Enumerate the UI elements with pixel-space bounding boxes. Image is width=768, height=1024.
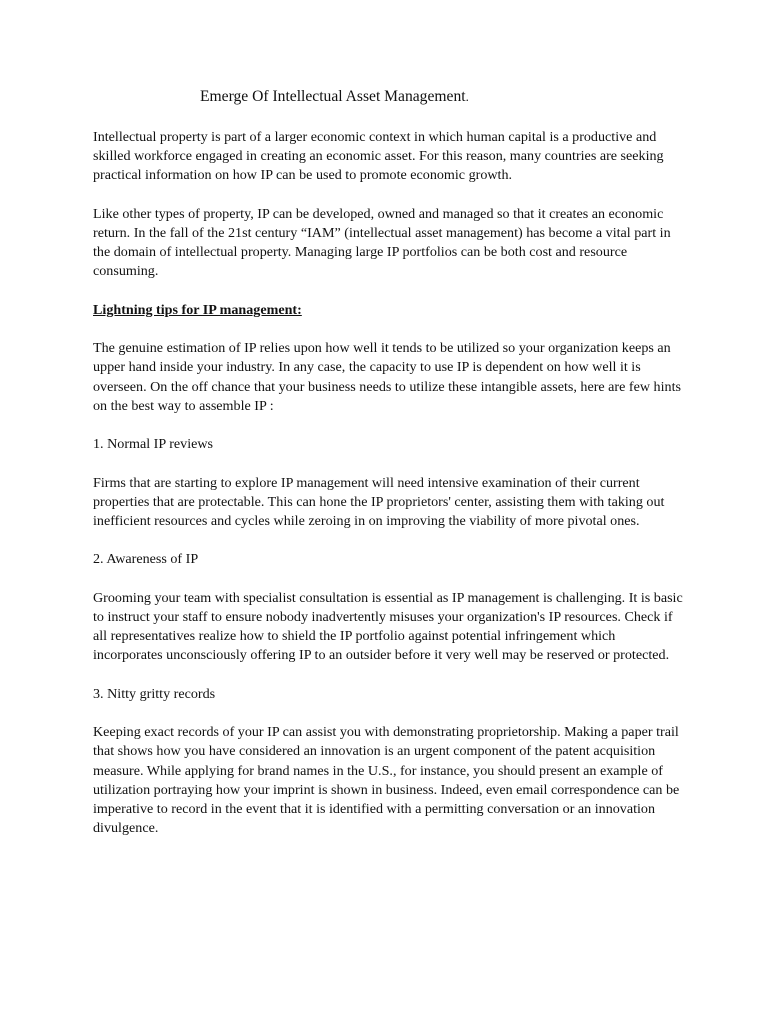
intro-paragraph-1: Intellectual property is part of a larger economic context in which human capital is a productive and skilled workforce engaged in creating an economic asset. For this reason, many countries are seeking practical information on how IP can be used to promote economic growth. (93, 129, 664, 184)
document-body (93, 86, 683, 858)
tip-3-title: 3. Nitty gritty records (93, 685, 216, 702)
tip-2-title: 2. Awareness of IP (93, 551, 199, 568)
intro-paragraph-2: Like other types of property, IP can be developed, owned and managed so that it creates an economic return. In the fall of the 21st century “IAM” (intellectual asset management) has become a vital part in the domain of intellectual property. Managing large IP portfolios can be both cost and resource consuming. (93, 205, 671, 280)
section-intro-paragraph: The genuine estimation of IP relies upon how well it tends to be utilized so your organization keeps an upper hand inside your industry. In any case, the capacity to use IP is dependent on how well it is overseen. On the off chance that your business needs to utilize these intangible assets, here are few hints on the best way to assemble IP : (93, 340, 681, 414)
document-title-text: Emerge Of Intellectual Asset Management (200, 88, 466, 105)
section-heading: Lightning tips for IP management: (93, 301, 302, 318)
tip-1-title: 1. Normal IP reviews (93, 436, 214, 453)
document-title-period: . (465, 89, 469, 104)
tip-1-body: Firms that are starting to explore IP management will need intensive examination of their current properties that are protectable. This can hone the IP proprietors' center, assisting them with taking out inefficient resources and cycles while zeroing in on improving the viability of more pivotal ones. (93, 474, 665, 529)
document-title (93, 86, 683, 108)
tip-2-body: Grooming your team with specialist consultation is essential as IP management is challenging. It is basic to instruct your staff to ensure nobody inadvertently misuses your organization's IP resources. Check if all representatives realize how to shield the IP portfolio against potential infringement which incorporates unconsciously offering IP to an outsider before it very well may be reserved or protected. (93, 589, 683, 664)
tip-3-body: Keeping exact records of your IP can assist you with demonstrating proprietorship. Making a paper trail that shows how you have considered an innovation is an urgent component of the patent acquisition measure. While applying for brand names in the U.S., for instance, you should present an example of utilization portraying how your imprint is shown in business. Indeed, even email correspondence can be imperative to record in the event that it is identified with a permitting conversation or an innovation divulgence. (93, 724, 680, 837)
